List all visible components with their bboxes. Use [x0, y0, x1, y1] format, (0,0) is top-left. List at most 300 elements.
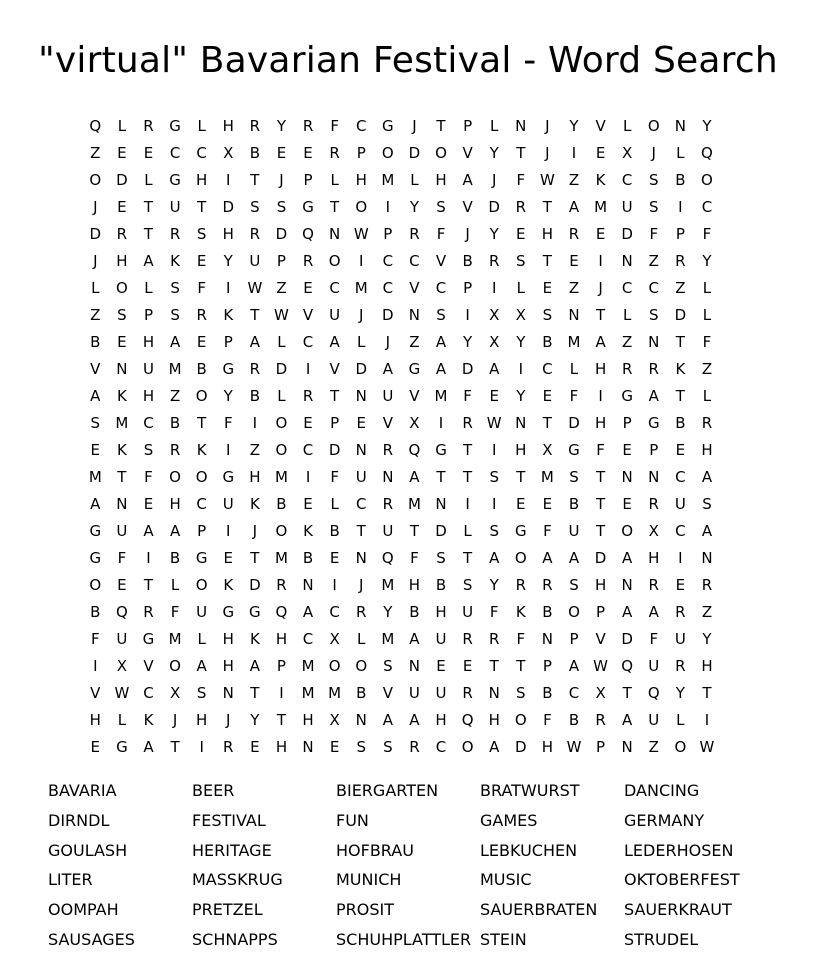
- grid-cell[interactable]: I: [678, 197, 683, 216]
- grid-cell[interactable]: E: [143, 494, 154, 513]
- grid-cell[interactable]: C: [329, 602, 340, 621]
- grid-cell[interactable]: A: [489, 359, 500, 378]
- grid-cell[interactable]: G: [621, 386, 633, 405]
- grid-cell[interactable]: H: [701, 656, 713, 675]
- grid-cell[interactable]: T: [436, 467, 446, 486]
- grid-cell[interactable]: H: [222, 656, 234, 675]
- grid-cell[interactable]: P: [143, 305, 153, 324]
- grid-cell[interactable]: M: [88, 467, 102, 486]
- grid-cell[interactable]: W: [699, 737, 715, 756]
- grid-cell[interactable]: A: [169, 521, 181, 540]
- grid-cell[interactable]: A: [143, 251, 154, 270]
- grid-cell[interactable]: D: [461, 359, 474, 378]
- grid-cell[interactable]: I: [678, 548, 683, 567]
- grid-cell[interactable]: R: [542, 575, 553, 594]
- grid-cell[interactable]: I: [491, 440, 497, 459]
- grid-cell[interactable]: L: [702, 278, 712, 297]
- grid-cell[interactable]: P: [596, 737, 606, 756]
- grid-cell[interactable]: C: [143, 413, 154, 432]
- grid-cell[interactable]: T: [197, 413, 207, 432]
- grid-cell[interactable]: F: [170, 602, 180, 621]
- grid-cell[interactable]: W: [247, 278, 263, 297]
- grid-cell[interactable]: L: [277, 386, 286, 405]
- grid-cell[interactable]: A: [622, 602, 633, 621]
- grid-cell[interactable]: A: [568, 548, 580, 567]
- grid-cell[interactable]: S: [250, 197, 260, 216]
- grid-cell[interactable]: R: [329, 143, 340, 162]
- grid-cell[interactable]: H: [701, 440, 713, 459]
- grid-cell[interactable]: H: [435, 602, 447, 621]
- grid-cell[interactable]: D: [674, 305, 687, 324]
- grid-cell[interactable]: C: [382, 278, 394, 297]
- grid-cell[interactable]: R: [302, 251, 314, 270]
- grid-cell[interactable]: B: [169, 548, 181, 567]
- grid-cell[interactable]: M: [168, 629, 182, 648]
- grid-cell[interactable]: L: [357, 332, 366, 351]
- grid-cell[interactable]: H: [249, 467, 261, 486]
- grid-cell[interactable]: O: [514, 710, 527, 729]
- grid-cell[interactable]: E: [462, 656, 473, 675]
- grid-cell[interactable]: Q: [647, 683, 660, 702]
- grid-cell[interactable]: K: [223, 575, 234, 594]
- grid-cell[interactable]: M: [115, 413, 129, 432]
- grid-cell[interactable]: H: [142, 386, 155, 405]
- grid-cell[interactable]: T: [143, 575, 154, 594]
- grid-cell[interactable]: X: [515, 305, 526, 324]
- grid-cell[interactable]: L: [357, 629, 366, 648]
- grid-cell[interactable]: S: [702, 494, 712, 513]
- grid-cell[interactable]: T: [675, 386, 685, 405]
- grid-cell[interactable]: M: [301, 683, 315, 702]
- grid-cell[interactable]: N: [355, 548, 367, 567]
- grid-cell[interactable]: U: [169, 197, 181, 216]
- grid-cell[interactable]: A: [329, 332, 340, 351]
- grid-cell[interactable]: O: [115, 278, 128, 297]
- grid-cell[interactable]: E: [117, 575, 127, 594]
- grid-cell[interactable]: H: [275, 629, 288, 648]
- grid-cell[interactable]: C: [196, 143, 207, 162]
- grid-cell[interactable]: Q: [701, 143, 713, 162]
- grid-cell[interactable]: F: [649, 224, 659, 243]
- grid-cell[interactable]: G: [222, 359, 235, 378]
- grid-cell[interactable]: H: [435, 710, 447, 729]
- grid-cell[interactable]: K: [196, 440, 207, 459]
- grid-cell[interactable]: E: [329, 737, 340, 756]
- grid-cell[interactable]: S: [90, 413, 101, 432]
- grid-cell[interactable]: J: [252, 521, 258, 540]
- grid-cell[interactable]: T: [595, 521, 606, 540]
- grid-cell[interactable]: R: [675, 251, 686, 270]
- grid-cell[interactable]: C: [648, 278, 659, 297]
- grid-cell[interactable]: O: [568, 602, 580, 621]
- grid-cell[interactable]: U: [196, 602, 208, 621]
- grid-cell[interactable]: B: [435, 575, 447, 594]
- grid-cell[interactable]: S: [542, 305, 553, 324]
- grid-cell[interactable]: R: [701, 575, 713, 594]
- grid-cell[interactable]: H: [196, 170, 208, 189]
- grid-cell[interactable]: R: [249, 224, 261, 243]
- grid-cell[interactable]: A: [169, 332, 181, 351]
- grid-cell[interactable]: V: [90, 359, 101, 378]
- grid-cell[interactable]: E: [303, 143, 313, 162]
- grid-cell[interactable]: M: [168, 359, 182, 378]
- grid-cell[interactable]: C: [143, 683, 154, 702]
- grid-cell[interactable]: Y: [223, 251, 233, 270]
- grid-cell[interactable]: T: [170, 737, 180, 756]
- grid-cell[interactable]: G: [222, 467, 235, 486]
- grid-cell[interactable]: J: [359, 305, 364, 324]
- grid-cell[interactable]: N: [355, 440, 367, 459]
- grid-cell[interactable]: W: [274, 305, 289, 324]
- grid-cell[interactable]: X: [223, 143, 234, 162]
- grid-cell[interactable]: A: [701, 521, 713, 540]
- grid-cell[interactable]: N: [302, 737, 314, 756]
- grid-cell[interactable]: A: [622, 710, 633, 729]
- grid-cell[interactable]: S: [649, 197, 659, 216]
- grid-cell[interactable]: B: [276, 494, 287, 513]
- grid-cell[interactable]: M: [594, 197, 608, 216]
- grid-cell[interactable]: G: [116, 737, 128, 756]
- grid-cell[interactable]: E: [117, 197, 127, 216]
- grid-cell[interactable]: A: [302, 602, 314, 621]
- grid-cell[interactable]: I: [518, 359, 524, 378]
- grid-cell[interactable]: Z: [675, 278, 686, 297]
- grid-cell[interactable]: E: [542, 386, 553, 405]
- grid-cell[interactable]: R: [488, 251, 500, 270]
- grid-cell[interactable]: F: [90, 629, 100, 648]
- grid-cell[interactable]: C: [169, 143, 181, 162]
- grid-cell[interactable]: B: [568, 494, 580, 513]
- grid-cell[interactable]: P: [675, 224, 685, 243]
- grid-cell[interactable]: T: [463, 467, 473, 486]
- grid-cell[interactable]: S: [489, 521, 499, 540]
- grid-cell[interactable]: T: [463, 440, 473, 459]
- grid-cell[interactable]: U: [329, 305, 341, 324]
- grid-cell[interactable]: T: [702, 683, 712, 702]
- grid-cell[interactable]: H: [408, 575, 421, 594]
- grid-cell[interactable]: Z: [648, 251, 659, 270]
- grid-cell[interactable]: Y: [516, 386, 526, 405]
- grid-cell[interactable]: S: [569, 575, 579, 594]
- grid-cell[interactable]: F: [596, 440, 605, 459]
- grid-cell[interactable]: O: [89, 575, 102, 594]
- grid-cell[interactable]: B: [249, 143, 260, 162]
- grid-cell[interactable]: R: [143, 602, 154, 621]
- grid-cell[interactable]: T: [276, 710, 287, 729]
- grid-cell[interactable]: T: [542, 413, 552, 432]
- grid-cell[interactable]: R: [568, 224, 580, 243]
- grid-cell[interactable]: Q: [461, 710, 474, 729]
- grid-cell[interactable]: Z: [276, 278, 287, 297]
- grid-cell[interactable]: D: [488, 197, 500, 216]
- grid-cell[interactable]: U: [142, 359, 154, 378]
- grid-cell[interactable]: N: [488, 683, 500, 702]
- grid-cell[interactable]: Z: [622, 332, 633, 351]
- grid-cell[interactable]: W: [114, 683, 130, 702]
- grid-cell[interactable]: R: [648, 359, 659, 378]
- grid-cell[interactable]: F: [702, 224, 712, 243]
- grid-cell[interactable]: D: [328, 440, 341, 459]
- grid-cell[interactable]: M: [274, 548, 288, 567]
- grid-cell[interactable]: F: [197, 278, 206, 297]
- grid-cell[interactable]: S: [649, 170, 659, 189]
- grid-cell[interactable]: P: [463, 278, 473, 297]
- grid-cell[interactable]: Y: [383, 602, 393, 621]
- grid-cell[interactable]: P: [330, 413, 340, 432]
- grid-cell[interactable]: C: [435, 737, 447, 756]
- grid-cell[interactable]: B: [675, 170, 686, 189]
- grid-cell[interactable]: M: [540, 467, 554, 486]
- grid-cell[interactable]: E: [595, 143, 606, 162]
- grid-cell[interactable]: S: [436, 548, 446, 567]
- grid-cell[interactable]: X: [169, 683, 181, 702]
- grid-cell[interactable]: W: [593, 656, 608, 675]
- grid-cell[interactable]: E: [356, 413, 366, 432]
- grid-cell[interactable]: G: [249, 602, 261, 621]
- grid-cell[interactable]: L: [622, 305, 632, 324]
- grid-cell[interactable]: L: [410, 170, 419, 189]
- grid-cell[interactable]: H: [435, 170, 447, 189]
- grid-cell[interactable]: O: [89, 170, 102, 189]
- grid-cell[interactable]: I: [226, 521, 231, 540]
- grid-cell[interactable]: R: [382, 494, 394, 513]
- grid-cell[interactable]: V: [462, 143, 473, 162]
- grid-cell[interactable]: A: [409, 629, 420, 648]
- grid-cell[interactable]: C: [382, 251, 394, 270]
- grid-cell[interactable]: A: [409, 710, 420, 729]
- grid-cell[interactable]: V: [143, 656, 154, 675]
- grid-cell[interactable]: E: [675, 440, 686, 459]
- grid-cell[interactable]: K: [595, 170, 606, 189]
- grid-cell[interactable]: C: [302, 629, 314, 648]
- grid-cell[interactable]: R: [648, 575, 659, 594]
- grid-cell[interactable]: N: [701, 548, 713, 567]
- grid-cell[interactable]: N: [621, 575, 633, 594]
- grid-cell[interactable]: I: [146, 548, 151, 567]
- grid-cell[interactable]: M: [354, 278, 368, 297]
- grid-cell[interactable]: D: [275, 224, 288, 243]
- grid-cell[interactable]: P: [276, 656, 286, 675]
- grid-cell[interactable]: L: [144, 170, 153, 189]
- grid-cell[interactable]: K: [223, 305, 234, 324]
- grid-cell[interactable]: Z: [568, 170, 580, 189]
- grid-cell[interactable]: O: [275, 413, 288, 432]
- grid-cell[interactable]: V: [595, 629, 606, 648]
- grid-cell[interactable]: T: [250, 683, 260, 702]
- grid-cell[interactable]: B: [329, 521, 340, 540]
- grid-cell[interactable]: U: [355, 467, 367, 486]
- grid-cell[interactable]: J: [491, 170, 497, 189]
- grid-cell[interactable]: J: [545, 116, 550, 135]
- grid-cell[interactable]: P: [223, 332, 233, 351]
- grid-cell[interactable]: P: [596, 602, 606, 621]
- grid-cell[interactable]: F: [543, 710, 552, 729]
- grid-cell[interactable]: G: [514, 521, 527, 540]
- grid-cell[interactable]: E: [329, 548, 340, 567]
- grid-cell[interactable]: J: [93, 251, 98, 270]
- grid-cell[interactable]: T: [117, 467, 127, 486]
- grid-cell[interactable]: I: [93, 656, 98, 675]
- grid-cell[interactable]: Q: [621, 656, 634, 675]
- grid-cell[interactable]: T: [143, 224, 154, 243]
- grid-cell[interactable]: A: [249, 332, 260, 351]
- grid-cell[interactable]: D: [408, 143, 421, 162]
- grid-cell[interactable]: T: [595, 305, 606, 324]
- grid-cell[interactable]: B: [356, 683, 367, 702]
- grid-cell[interactable]: E: [516, 224, 526, 243]
- grid-cell[interactable]: F: [223, 413, 233, 432]
- grid-cell[interactable]: A: [489, 548, 500, 567]
- grid-cell[interactable]: S: [196, 224, 207, 243]
- grid-cell[interactable]: F: [117, 548, 127, 567]
- grid-cell[interactable]: S: [383, 737, 393, 756]
- grid-cell[interactable]: F: [516, 629, 526, 648]
- grid-cell[interactable]: B: [90, 332, 101, 351]
- grid-cell[interactable]: O: [674, 737, 687, 756]
- grid-cell[interactable]: X: [648, 521, 659, 540]
- grid-cell[interactable]: S: [170, 278, 180, 297]
- grid-cell[interactable]: H: [515, 440, 527, 459]
- grid-cell[interactable]: U: [435, 629, 447, 648]
- grid-cell[interactable]: A: [622, 548, 633, 567]
- grid-cell[interactable]: D: [355, 359, 368, 378]
- grid-cell[interactable]: R: [276, 575, 287, 594]
- grid-cell[interactable]: N: [355, 710, 367, 729]
- grid-cell[interactable]: T: [197, 197, 207, 216]
- grid-cell[interactable]: N: [621, 251, 633, 270]
- grid-cell[interactable]: R: [595, 710, 606, 729]
- grid-cell[interactable]: L: [676, 710, 685, 729]
- grid-cell[interactable]: H: [89, 710, 101, 729]
- grid-cell[interactable]: V: [329, 359, 340, 378]
- grid-cell[interactable]: R: [701, 413, 713, 432]
- grid-cell[interactable]: A: [143, 521, 154, 540]
- grid-cell[interactable]: S: [569, 467, 579, 486]
- grid-cell[interactable]: B: [249, 386, 260, 405]
- grid-cell[interactable]: H: [169, 494, 181, 513]
- grid-cell[interactable]: T: [330, 386, 340, 405]
- grid-cell[interactable]: E: [622, 494, 632, 513]
- grid-cell[interactable]: Y: [489, 143, 499, 162]
- grid-cell[interactable]: H: [648, 548, 660, 567]
- grid-cell[interactable]: E: [250, 737, 260, 756]
- grid-cell[interactable]: G: [89, 521, 102, 540]
- grid-cell[interactable]: O: [169, 656, 181, 675]
- grid-cell[interactable]: M: [274, 467, 288, 486]
- grid-cell[interactable]: B: [462, 251, 473, 270]
- grid-cell[interactable]: D: [249, 575, 261, 594]
- grid-cell[interactable]: L: [516, 278, 525, 297]
- grid-cell[interactable]: I: [491, 278, 497, 297]
- grid-cell[interactable]: N: [621, 467, 633, 486]
- grid-cell[interactable]: L: [676, 143, 685, 162]
- grid-cell[interactable]: H: [541, 224, 554, 243]
- grid-cell[interactable]: L: [490, 116, 499, 135]
- grid-cell[interactable]: Y: [675, 683, 685, 702]
- grid-cell[interactable]: O: [275, 521, 288, 540]
- grid-cell[interactable]: P: [383, 224, 393, 243]
- grid-cell[interactable]: R: [488, 629, 500, 648]
- grid-cell[interactable]: D: [222, 197, 235, 216]
- grid-cell[interactable]: A: [435, 359, 447, 378]
- grid-cell[interactable]: V: [90, 683, 101, 702]
- grid-cell[interactable]: V: [382, 413, 393, 432]
- grid-cell[interactable]: J: [598, 278, 603, 297]
- grid-cell[interactable]: I: [465, 494, 470, 513]
- grid-cell[interactable]: C: [302, 440, 314, 459]
- grid-cell[interactable]: O: [355, 656, 368, 675]
- grid-cell[interactable]: A: [409, 467, 420, 486]
- grid-cell[interactable]: K: [116, 386, 127, 405]
- grid-cell[interactable]: F: [410, 548, 419, 567]
- grid-cell[interactable]: B: [169, 413, 181, 432]
- grid-cell[interactable]: C: [302, 332, 314, 351]
- grid-cell[interactable]: T: [356, 521, 366, 540]
- grid-cell[interactable]: F: [330, 467, 339, 486]
- grid-cell[interactable]: T: [250, 170, 260, 189]
- grid-cell[interactable]: G: [568, 440, 580, 459]
- grid-cell[interactable]: A: [542, 548, 553, 567]
- grid-cell[interactable]: I: [305, 359, 311, 378]
- grid-cell[interactable]: O: [647, 116, 660, 135]
- grid-cell[interactable]: U: [408, 683, 420, 702]
- grid-cell[interactable]: F: [649, 629, 659, 648]
- grid-cell[interactable]: N: [222, 683, 234, 702]
- grid-cell[interactable]: D: [382, 305, 394, 324]
- grid-cell[interactable]: E: [569, 251, 579, 270]
- grid-cell[interactable]: L: [463, 521, 472, 540]
- grid-cell[interactable]: R: [409, 737, 420, 756]
- grid-cell[interactable]: T: [489, 656, 499, 675]
- grid-cell[interactable]: D: [594, 548, 607, 567]
- grid-cell[interactable]: E: [196, 332, 207, 351]
- grid-cell[interactable]: Z: [701, 602, 713, 621]
- grid-cell[interactable]: Y: [276, 116, 287, 135]
- grid-cell[interactable]: R: [515, 197, 527, 216]
- grid-cell[interactable]: R: [249, 116, 261, 135]
- grid-cell[interactable]: I: [332, 575, 337, 594]
- grid-cell[interactable]: D: [621, 629, 633, 648]
- grid-cell[interactable]: S: [649, 305, 659, 324]
- grid-cell[interactable]: G: [435, 440, 447, 459]
- grid-cell[interactable]: N: [648, 467, 660, 486]
- grid-cell[interactable]: I: [226, 170, 231, 189]
- grid-cell[interactable]: I: [359, 251, 364, 270]
- grid-cell[interactable]: K: [143, 710, 154, 729]
- grid-cell[interactable]: U: [568, 521, 580, 540]
- grid-cell[interactable]: A: [568, 197, 580, 216]
- grid-cell[interactable]: O: [701, 170, 713, 189]
- grid-cell[interactable]: S: [516, 251, 526, 270]
- grid-cell[interactable]: Q: [115, 602, 128, 621]
- grid-cell[interactable]: L: [117, 116, 127, 135]
- grid-cell[interactable]: G: [302, 197, 314, 216]
- grid-cell[interactable]: R: [675, 602, 686, 621]
- grid-cell[interactable]: N: [355, 386, 367, 405]
- grid-cell[interactable]: X: [329, 710, 340, 729]
- grid-cell[interactable]: Y: [463, 332, 473, 351]
- grid-cell[interactable]: E: [542, 494, 553, 513]
- grid-cell[interactable]: E: [196, 251, 207, 270]
- grid-cell[interactable]: O: [514, 548, 527, 567]
- grid-cell[interactable]: V: [409, 278, 420, 297]
- grid-cell[interactable]: C: [355, 116, 367, 135]
- grid-cell[interactable]: S: [276, 197, 287, 216]
- grid-cell[interactable]: A: [489, 737, 500, 756]
- grid-cell[interactable]: P: [649, 440, 659, 459]
- grid-cell[interactable]: E: [303, 494, 313, 513]
- grid-cell[interactable]: R: [116, 224, 128, 243]
